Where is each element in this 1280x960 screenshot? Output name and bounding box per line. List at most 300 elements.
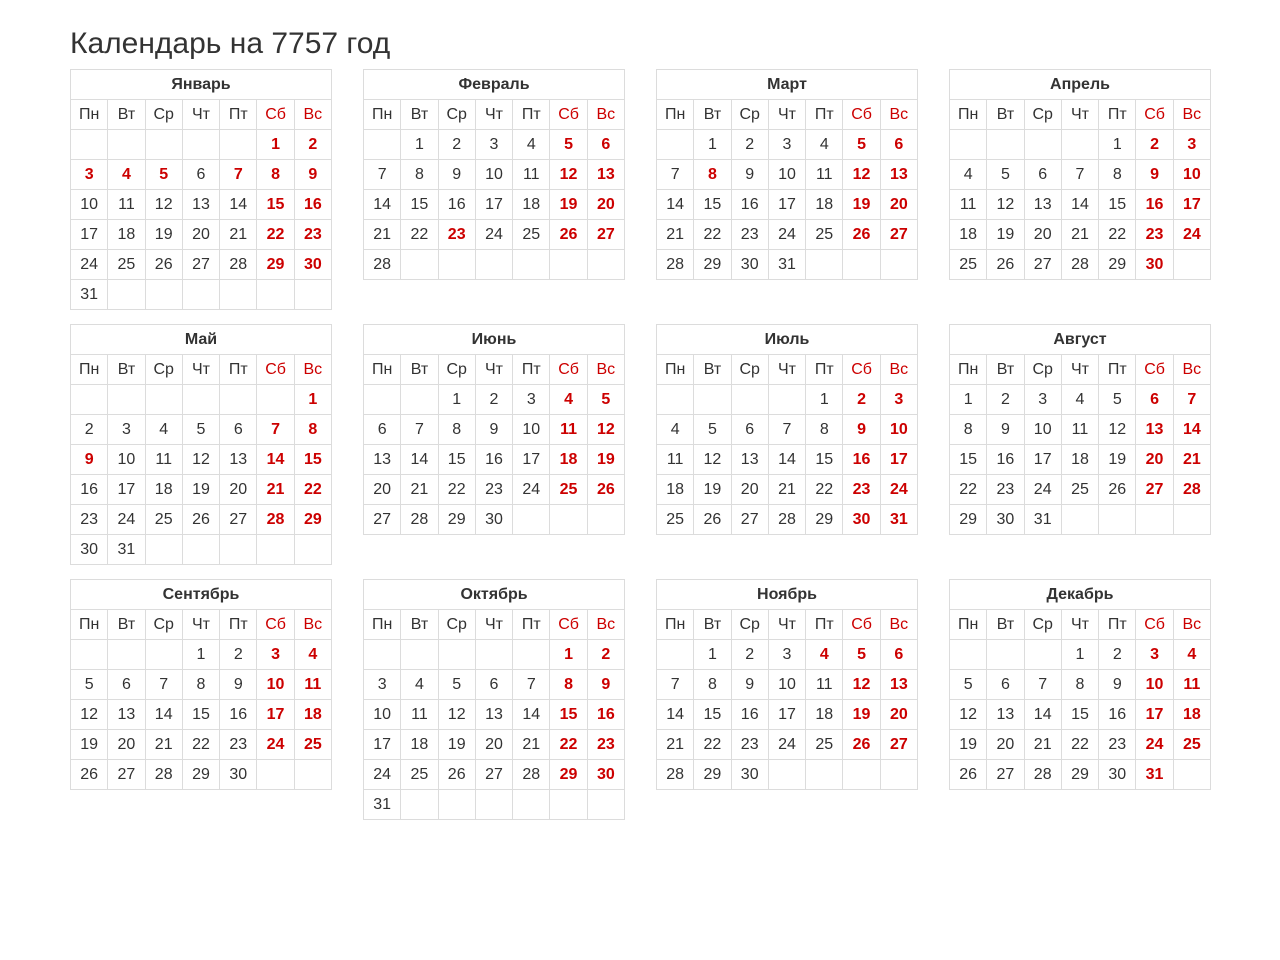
day-cell: 5 xyxy=(694,415,731,445)
day-cell: 25 xyxy=(657,505,694,535)
weekday-header: Вт xyxy=(987,100,1024,130)
day-cell: 1 xyxy=(438,385,475,415)
day-cell: 14 xyxy=(1024,700,1061,730)
day-cell: 27 xyxy=(1136,475,1173,505)
day-cell: 14 xyxy=(220,190,257,220)
empty-cell xyxy=(108,385,145,415)
day-cell: 5 xyxy=(1099,385,1136,415)
empty-cell xyxy=(182,535,219,565)
empty-cell xyxy=(513,790,550,820)
day-cell: 11 xyxy=(550,415,587,445)
week-row xyxy=(71,445,332,475)
day-cell: 14 xyxy=(1173,415,1210,445)
day-cell: 24 xyxy=(1173,220,1210,250)
day-cell: 9 xyxy=(1136,160,1173,190)
day-cell: 9 xyxy=(294,160,331,190)
day-cell: 9 xyxy=(220,670,257,700)
day-cell: 10 xyxy=(513,415,550,445)
weekday-header: Ср xyxy=(1024,355,1061,385)
day-cell: 30 xyxy=(475,505,512,535)
day-cell: 2 xyxy=(71,415,108,445)
day-cell: 30 xyxy=(987,505,1024,535)
weekday-header: Пт xyxy=(806,355,843,385)
empty-cell xyxy=(438,790,475,820)
weekday-header: Пн xyxy=(657,610,694,640)
day-cell: 26 xyxy=(145,250,182,280)
weekday-header: Чт xyxy=(768,100,805,130)
day-cell: 22 xyxy=(694,220,731,250)
day-cell: 14 xyxy=(1061,190,1098,220)
day-cell: 22 xyxy=(1061,730,1098,760)
week-row xyxy=(364,160,625,190)
day-cell: 10 xyxy=(1024,415,1061,445)
week-row xyxy=(364,505,625,535)
day-cell: 29 xyxy=(1061,760,1098,790)
day-cell: 6 xyxy=(880,130,917,160)
day-cell: 11 xyxy=(806,670,843,700)
day-cell: 17 xyxy=(513,445,550,475)
day-cell: 4 xyxy=(657,415,694,445)
day-cell: 13 xyxy=(475,700,512,730)
week-row xyxy=(950,415,1211,445)
week-row xyxy=(71,760,332,790)
day-cell: 1 xyxy=(1099,130,1136,160)
day-cell: 1 xyxy=(550,640,587,670)
day-cell: 23 xyxy=(843,475,880,505)
empty-cell xyxy=(401,250,438,280)
weekday-header: Ср xyxy=(731,355,768,385)
week-row xyxy=(950,190,1211,220)
day-cell: 24 xyxy=(475,220,512,250)
week-row xyxy=(657,250,918,280)
day-cell: 29 xyxy=(182,760,219,790)
empty-cell xyxy=(1061,130,1098,160)
week-row xyxy=(364,385,625,415)
day-cell: 20 xyxy=(220,475,257,505)
week-row xyxy=(364,700,625,730)
day-cell: 24 xyxy=(1024,475,1061,505)
day-cell: 13 xyxy=(880,160,917,190)
day-cell: 26 xyxy=(182,505,219,535)
day-cell: 21 xyxy=(1061,220,1098,250)
day-cell: 5 xyxy=(843,130,880,160)
day-cell: 14 xyxy=(364,190,401,220)
empty-cell xyxy=(950,130,987,160)
week-row xyxy=(657,700,918,730)
day-cell: 28 xyxy=(657,250,694,280)
weekday-header: Сб xyxy=(1136,355,1173,385)
month-calendar xyxy=(949,579,1211,790)
weekday-header: Чт xyxy=(1061,355,1098,385)
day-cell: 1 xyxy=(950,385,987,415)
day-cell: 28 xyxy=(364,250,401,280)
empty-cell xyxy=(71,130,108,160)
weekday-header: Вт xyxy=(987,610,1024,640)
empty-cell xyxy=(1136,505,1173,535)
day-cell: 11 xyxy=(657,445,694,475)
day-cell: 15 xyxy=(950,445,987,475)
month-calendar xyxy=(70,579,332,790)
day-cell: 3 xyxy=(513,385,550,415)
weekday-header: Вт xyxy=(108,355,145,385)
day-cell: 8 xyxy=(1099,160,1136,190)
day-cell: 23 xyxy=(220,730,257,760)
empty-cell xyxy=(145,280,182,310)
empty-cell xyxy=(513,250,550,280)
day-cell: 6 xyxy=(1024,160,1061,190)
empty-cell xyxy=(182,385,219,415)
empty-cell xyxy=(220,535,257,565)
day-cell: 23 xyxy=(1136,220,1173,250)
day-cell: 8 xyxy=(438,415,475,445)
day-cell: 22 xyxy=(950,475,987,505)
day-cell: 31 xyxy=(1136,760,1173,790)
week-row xyxy=(71,280,332,310)
weekday-header: Вт xyxy=(694,610,731,640)
weekday-header: Пн xyxy=(71,610,108,640)
day-cell: 8 xyxy=(694,670,731,700)
weekday-header: Пт xyxy=(220,100,257,130)
day-cell: 8 xyxy=(950,415,987,445)
day-cell: 1 xyxy=(401,130,438,160)
day-cell: 12 xyxy=(1099,415,1136,445)
week-row xyxy=(657,385,918,415)
month-calendar xyxy=(949,69,1211,280)
day-cell: 27 xyxy=(108,760,145,790)
day-cell: 12 xyxy=(182,445,219,475)
day-cell: 22 xyxy=(438,475,475,505)
week-row xyxy=(71,535,332,565)
weekday-header: Чт xyxy=(182,355,219,385)
day-cell: 18 xyxy=(513,190,550,220)
day-cell: 18 xyxy=(1173,700,1210,730)
day-cell: 20 xyxy=(987,730,1024,760)
weekday-header: Пн xyxy=(950,100,987,130)
day-cell: 10 xyxy=(1136,670,1173,700)
day-cell: 17 xyxy=(475,190,512,220)
empty-cell xyxy=(220,385,257,415)
day-cell: 7 xyxy=(145,670,182,700)
week-row xyxy=(657,445,918,475)
day-cell: 22 xyxy=(1099,220,1136,250)
week-row xyxy=(657,670,918,700)
day-cell: 26 xyxy=(694,505,731,535)
weekday-header: Сб xyxy=(550,355,587,385)
day-cell: 20 xyxy=(731,475,768,505)
day-cell: 14 xyxy=(513,700,550,730)
weekday-header: Сб xyxy=(257,355,294,385)
day-cell: 2 xyxy=(220,640,257,670)
empty-cell xyxy=(806,250,843,280)
weekday-header: Чт xyxy=(475,610,512,640)
week-row xyxy=(71,190,332,220)
day-cell: 12 xyxy=(587,415,624,445)
day-cell: 12 xyxy=(987,190,1024,220)
week-row xyxy=(950,130,1211,160)
day-cell: 2 xyxy=(987,385,1024,415)
week-row xyxy=(71,730,332,760)
day-cell: 7 xyxy=(768,415,805,445)
empty-cell xyxy=(731,385,768,415)
day-cell: 3 xyxy=(257,640,294,670)
day-cell: 5 xyxy=(587,385,624,415)
day-cell: 28 xyxy=(257,505,294,535)
empty-cell xyxy=(657,640,694,670)
weekday-header: Вс xyxy=(587,610,624,640)
day-cell: 5 xyxy=(182,415,219,445)
day-cell: 25 xyxy=(1061,475,1098,505)
day-cell: 20 xyxy=(475,730,512,760)
empty-cell xyxy=(1173,760,1210,790)
day-cell: 4 xyxy=(806,130,843,160)
empty-cell xyxy=(1099,505,1136,535)
day-cell: 17 xyxy=(1136,700,1173,730)
day-cell: 19 xyxy=(843,700,880,730)
day-cell: 29 xyxy=(806,505,843,535)
empty-cell xyxy=(880,760,917,790)
empty-cell xyxy=(768,760,805,790)
day-cell: 1 xyxy=(694,640,731,670)
weekday-header: Пн xyxy=(364,100,401,130)
day-cell: 22 xyxy=(182,730,219,760)
day-cell: 3 xyxy=(1136,640,1173,670)
day-cell: 6 xyxy=(1136,385,1173,415)
day-cell: 29 xyxy=(694,760,731,790)
weekday-header: Ср xyxy=(438,610,475,640)
weekday-header: Пт xyxy=(513,355,550,385)
day-cell: 11 xyxy=(294,670,331,700)
month-calendar xyxy=(363,324,625,535)
day-cell: 2 xyxy=(475,385,512,415)
day-cell: 20 xyxy=(182,220,219,250)
day-cell: 23 xyxy=(475,475,512,505)
day-cell: 4 xyxy=(806,640,843,670)
weekday-header: Ср xyxy=(438,100,475,130)
week-row xyxy=(364,670,625,700)
day-cell: 22 xyxy=(694,730,731,760)
day-cell: 1 xyxy=(182,640,219,670)
day-cell: 6 xyxy=(880,640,917,670)
month-name: Январь xyxy=(71,70,332,100)
day-cell: 11 xyxy=(513,160,550,190)
day-cell: 3 xyxy=(1173,130,1210,160)
day-cell: 31 xyxy=(1024,505,1061,535)
day-cell: 14 xyxy=(401,445,438,475)
day-cell: 29 xyxy=(294,505,331,535)
day-cell: 9 xyxy=(731,670,768,700)
day-cell: 7 xyxy=(513,670,550,700)
day-cell: 22 xyxy=(806,475,843,505)
day-cell: 6 xyxy=(475,670,512,700)
day-cell: 29 xyxy=(950,505,987,535)
empty-cell xyxy=(108,640,145,670)
weekday-header: Пт xyxy=(806,610,843,640)
day-cell: 6 xyxy=(182,160,219,190)
day-cell: 20 xyxy=(880,700,917,730)
day-cell: 11 xyxy=(1173,670,1210,700)
day-cell: 15 xyxy=(694,190,731,220)
day-cell: 4 xyxy=(1173,640,1210,670)
day-cell: 28 xyxy=(401,505,438,535)
week-row xyxy=(950,475,1211,505)
day-cell: 11 xyxy=(145,445,182,475)
day-cell: 4 xyxy=(1061,385,1098,415)
day-cell: 30 xyxy=(587,760,624,790)
day-cell: 9 xyxy=(1099,670,1136,700)
day-cell: 4 xyxy=(950,160,987,190)
day-cell: 3 xyxy=(71,160,108,190)
month-calendar xyxy=(656,69,918,280)
day-cell: 3 xyxy=(768,130,805,160)
day-cell: 10 xyxy=(257,670,294,700)
empty-cell xyxy=(657,130,694,160)
day-cell: 31 xyxy=(108,535,145,565)
weekday-header: Вт xyxy=(108,610,145,640)
empty-cell xyxy=(1173,250,1210,280)
day-cell: 23 xyxy=(294,220,331,250)
day-cell: 2 xyxy=(843,385,880,415)
day-cell: 30 xyxy=(71,535,108,565)
weekday-header: Сб xyxy=(550,100,587,130)
day-cell: 25 xyxy=(513,220,550,250)
day-cell: 10 xyxy=(768,670,805,700)
day-cell: 7 xyxy=(1024,670,1061,700)
day-cell: 14 xyxy=(768,445,805,475)
empty-cell xyxy=(294,760,331,790)
weekday-header: Вс xyxy=(294,100,331,130)
day-cell: 17 xyxy=(108,475,145,505)
day-cell: 9 xyxy=(475,415,512,445)
day-cell: 29 xyxy=(694,250,731,280)
day-cell: 8 xyxy=(1061,670,1098,700)
day-cell: 10 xyxy=(71,190,108,220)
day-cell: 6 xyxy=(364,415,401,445)
day-cell: 27 xyxy=(475,760,512,790)
day-cell: 5 xyxy=(438,670,475,700)
day-cell: 17 xyxy=(257,700,294,730)
week-row xyxy=(71,700,332,730)
weekday-header: Пн xyxy=(71,355,108,385)
day-cell: 9 xyxy=(987,415,1024,445)
day-cell: 17 xyxy=(1173,190,1210,220)
day-cell: 19 xyxy=(1099,445,1136,475)
day-cell: 2 xyxy=(1099,640,1136,670)
day-cell: 27 xyxy=(220,505,257,535)
empty-cell xyxy=(220,280,257,310)
day-cell: 23 xyxy=(731,220,768,250)
weekday-header: Чт xyxy=(182,100,219,130)
week-row xyxy=(364,415,625,445)
day-cell: 20 xyxy=(364,475,401,505)
week-row xyxy=(950,220,1211,250)
weekday-header: Вс xyxy=(587,100,624,130)
day-cell: 28 xyxy=(513,760,550,790)
day-cell: 13 xyxy=(1136,415,1173,445)
day-cell: 21 xyxy=(364,220,401,250)
weekday-header: Вт xyxy=(108,100,145,130)
empty-cell xyxy=(401,640,438,670)
day-cell: 13 xyxy=(364,445,401,475)
day-cell: 17 xyxy=(880,445,917,475)
calendar-grid xyxy=(70,69,1211,834)
day-cell: 21 xyxy=(657,730,694,760)
day-cell: 26 xyxy=(843,220,880,250)
day-cell: 24 xyxy=(108,505,145,535)
month-calendar xyxy=(70,324,332,565)
month-calendar xyxy=(949,324,1211,535)
week-row xyxy=(950,445,1211,475)
day-cell: 24 xyxy=(880,475,917,505)
day-cell: 24 xyxy=(257,730,294,760)
day-cell: 2 xyxy=(438,130,475,160)
day-cell: 16 xyxy=(71,475,108,505)
weekday-header: Ср xyxy=(731,610,768,640)
day-cell: 18 xyxy=(806,700,843,730)
day-cell: 13 xyxy=(1024,190,1061,220)
day-cell: 8 xyxy=(806,415,843,445)
empty-cell xyxy=(145,130,182,160)
empty-cell xyxy=(513,640,550,670)
week-row xyxy=(71,160,332,190)
day-cell: 25 xyxy=(806,730,843,760)
day-cell: 6 xyxy=(108,670,145,700)
day-cell: 25 xyxy=(550,475,587,505)
weekday-header: Ср xyxy=(145,100,182,130)
day-cell: 15 xyxy=(1099,190,1136,220)
day-cell: 15 xyxy=(550,700,587,730)
day-cell: 4 xyxy=(108,160,145,190)
day-cell: 11 xyxy=(401,700,438,730)
day-cell: 27 xyxy=(182,250,219,280)
day-cell: 1 xyxy=(1061,640,1098,670)
day-cell: 30 xyxy=(220,760,257,790)
day-cell: 8 xyxy=(550,670,587,700)
week-row xyxy=(364,730,625,760)
day-cell: 12 xyxy=(843,160,880,190)
day-cell: 2 xyxy=(587,640,624,670)
empty-cell xyxy=(294,280,331,310)
day-cell: 12 xyxy=(145,190,182,220)
week-row xyxy=(71,385,332,415)
day-cell: 28 xyxy=(657,760,694,790)
day-cell: 12 xyxy=(71,700,108,730)
day-cell: 21 xyxy=(257,475,294,505)
weekday-header: Сб xyxy=(257,610,294,640)
day-cell: 9 xyxy=(843,415,880,445)
day-cell: 18 xyxy=(145,475,182,505)
day-cell: 31 xyxy=(364,790,401,820)
day-cell: 22 xyxy=(257,220,294,250)
day-cell: 17 xyxy=(71,220,108,250)
day-cell: 3 xyxy=(364,670,401,700)
week-row xyxy=(657,220,918,250)
day-cell: 23 xyxy=(71,505,108,535)
empty-cell xyxy=(71,640,108,670)
day-cell: 5 xyxy=(145,160,182,190)
week-row xyxy=(364,760,625,790)
month-name: Ноябрь xyxy=(657,580,918,610)
day-cell: 29 xyxy=(257,250,294,280)
day-cell: 21 xyxy=(657,220,694,250)
day-cell: 20 xyxy=(108,730,145,760)
day-cell: 8 xyxy=(257,160,294,190)
day-cell: 15 xyxy=(1061,700,1098,730)
week-row xyxy=(657,760,918,790)
day-cell: 13 xyxy=(987,700,1024,730)
week-row xyxy=(364,475,625,505)
day-cell: 6 xyxy=(587,130,624,160)
weekday-header: Пт xyxy=(1099,355,1136,385)
